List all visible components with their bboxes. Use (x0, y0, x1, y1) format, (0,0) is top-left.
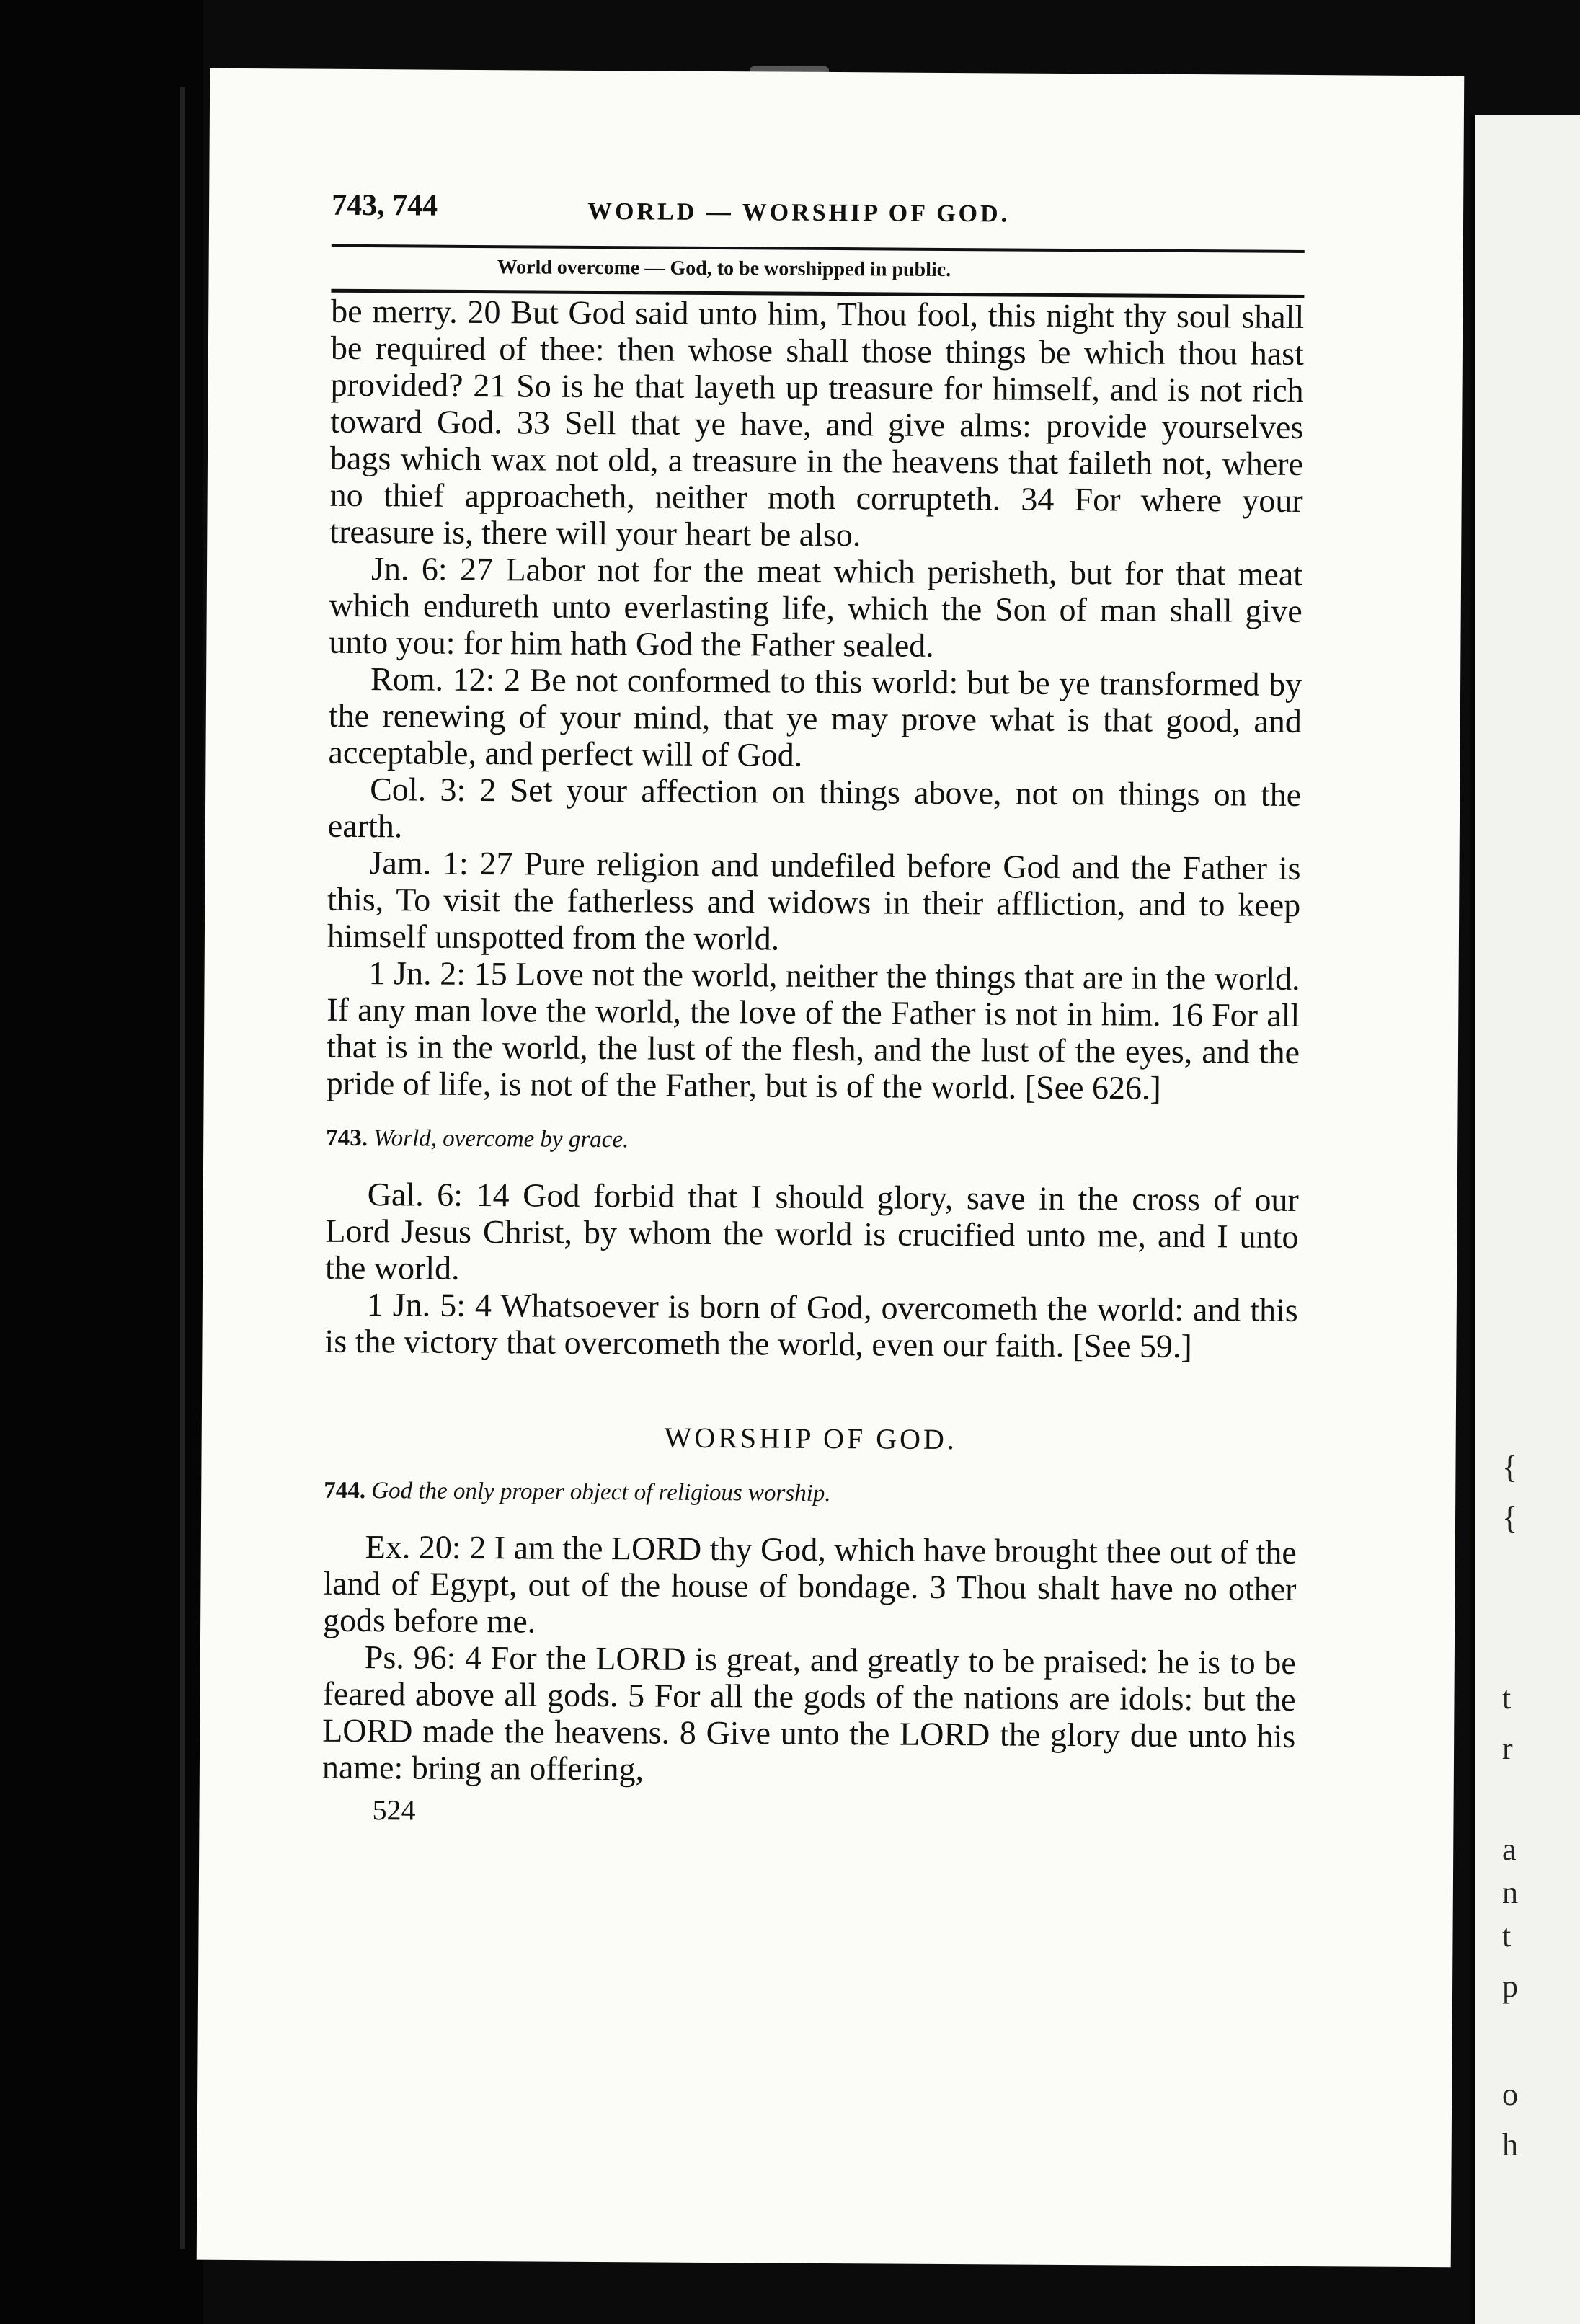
section-title: WORSHIP OF GOD. (664, 1421, 957, 1456)
adjacent-page-edge (1470, 115, 1580, 2324)
verse-paragraph: Rom. 12: 2 Be not conformed to this world: but be ye transformed by the renewing of your mind, that ye may prove what is that good, and acceptable, and perfect will of God. (328, 660, 1302, 773)
adjacent-page-fragment: h (1502, 2127, 1518, 2163)
topic-number: 743. (326, 1125, 368, 1152)
body-text (321, 293, 1304, 1834)
topic-number: 744. (324, 1477, 366, 1504)
topic-description: World, overcome by grace. (373, 1125, 629, 1153)
page-subhead: World overcome — God, to be worshipped in public. (497, 256, 951, 281)
adjacent-page-fragment: { (1502, 1500, 1518, 1535)
gutter-shadow (180, 87, 185, 2249)
page-content (321, 188, 1305, 1834)
verse-paragraph: Jam. 1: 27 Pure religion and undefiled before God and the Father is this, To visit the fatherless and widows in their affliction, and to keep himself unspotted from the world. (327, 844, 1301, 957)
adjacent-page-fragment: n (1502, 1875, 1518, 1910)
adjacent-page-fragment: r (1502, 1731, 1513, 1766)
verse-paragraph: Gal. 6: 14 God forbid that I should glory, save in the cross of our Lord Jesus Christ, by whom the world is crucified unto me, and I unto the world. (324, 1176, 1299, 1287)
topic-description: God the only proper object of religious worship. (371, 1478, 831, 1507)
adjacent-page-fragment: t (1502, 1918, 1512, 1953)
adjacent-page-fragment: o (1502, 2077, 1518, 2112)
adjacent-page-fragment: t (1502, 1680, 1512, 1716)
adjacent-page-fragment: a (1502, 1832, 1517, 1867)
verse-paragraph: 1 Jn. 2: 15 Love not the world, neither the things that are in the world. If any man love the world, the love of the Father is not in him. 16 For all that is in the world, the lust of the flesh, and the lust of the eyes, and the pride of life, is not of the Father, but is of the world. [See 626.] (326, 954, 1300, 1106)
adjacent-page-fragment: p (1502, 1969, 1518, 2004)
verse-paragraph: be merry. 20 But God said unto him, Thou fool, this night thy soul shall be required of thee: then whose shall those things be which thou hast provided? 21 So is he that layeth up treasure for himself, and is not rich toward God. 33 Sell that ye have, and give alms: provide yourselves bags which wax not old, a treasure in the heavens that faileth not, where no thief approacheth, neither moth corrupteth. 34 For where your treasure is, there will your heart be also. (329, 292, 1305, 554)
topic-heading-743 (326, 1120, 1299, 1163)
verse-paragraph: Jn. 6: 27 Labor not for the meat which perisheth, but for that meat which endureth unto everlasting life, which the Son of man shall give unto you: for him hath God the Father sealed. (329, 550, 1303, 664)
scan-border-left (0, 0, 203, 2324)
page-title: WORLD — WORSHIP OF GOD. (587, 198, 1011, 228)
verse-paragraph: Ex. 20: 2 I am the LORD thy God, which have brought thee out of the land of Egypt, out of the house of bondage. 3 Thou shalt have no other gods before me. (322, 1528, 1297, 1640)
entry-range: 743, 744 (332, 188, 438, 223)
page-folio: 524 (372, 1793, 416, 1827)
topic-heading-744 (324, 1473, 1297, 1515)
book-page (197, 68, 1465, 2268)
verse-paragraph: Ps. 96: 4 For the LORD is great, and greatly to be praised: he is to be feared above all gods. 5 For all the gods of the nations are idols: but the LORD made the heavens. 8 Give unto the LORD the glory due unto his name: bring an offering, (321, 1638, 1296, 1788)
verse-paragraph: 1 Jn. 5: 4 Whatsoever is born of God, overcometh the world: and this is the victory that overcometh the world, even our faith. [See 59.] (324, 1286, 1298, 1365)
subhead-row (331, 244, 1304, 298)
verse-paragraph: Col. 3: 2 Set your affection on things above, not on things on the earth. (327, 771, 1302, 845)
adjacent-page-fragment: { (1502, 1450, 1518, 1485)
running-head (332, 188, 1305, 250)
